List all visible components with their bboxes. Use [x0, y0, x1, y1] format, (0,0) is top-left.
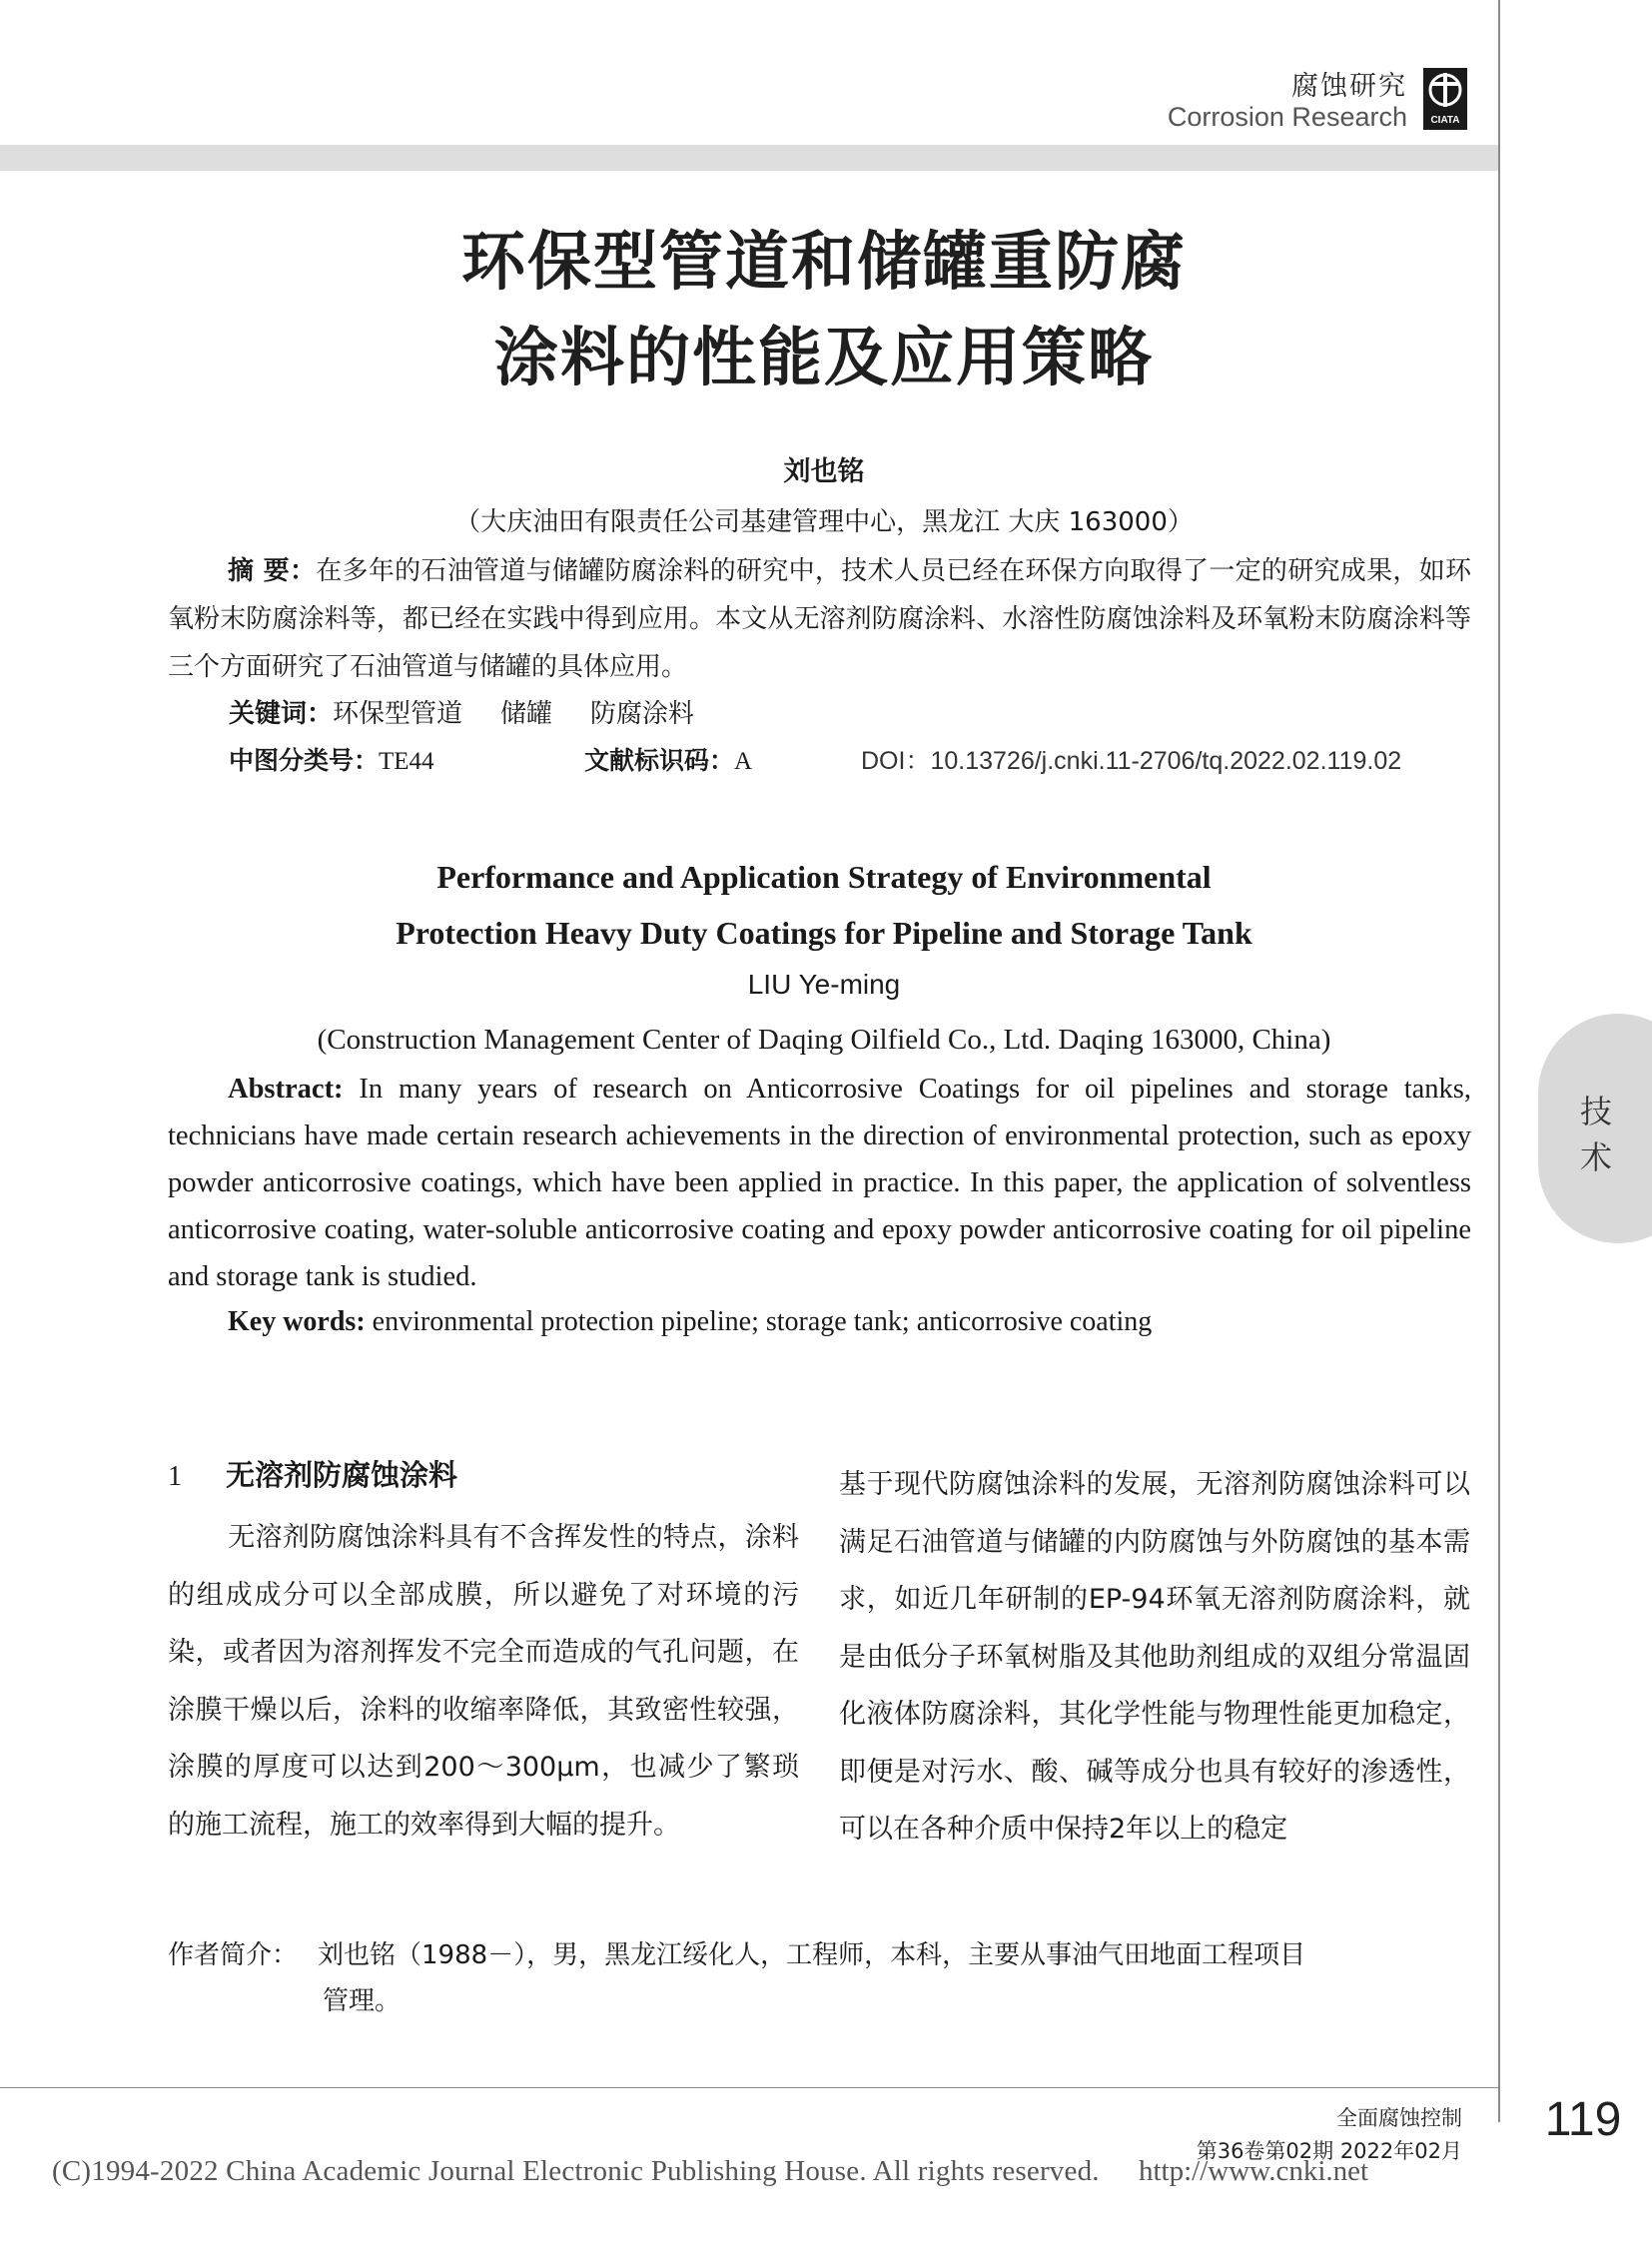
abstract-en-text: In many years of research on Anticorrosive Coatings for oil pipelines and storage tanks, technicians have made certain research achievements in the direction of environmental protection, such as epoxy powder anticorrosive coatings, which have been applied in practice. In this paper, the application of solventless anticorrosive coating, water-soluble anticorrosive coating and epoxy powder anticorrosive coating for oil pipeline and storage tank is studied.	[168, 1074, 1471, 1292]
journal-name: 全面腐蚀控制	[1336, 2106, 1462, 2130]
title-en-line-1: Performance and Application Strategy of Environmental	[436, 859, 1212, 895]
doi: DOI：10.13726/j.cnki.11-2706/tq.2022.02.119.02	[861, 747, 1402, 775]
author-bio-label: 作者简介：	[168, 1940, 299, 1970]
article-title-en	[0, 849, 1648, 961]
keywords-en-label: Key words:	[228, 1306, 366, 1337]
page-number: 119	[1544, 2093, 1622, 2146]
section-label-zh: 腐蚀研究	[1291, 71, 1407, 102]
abstract-zh-text: 在多年的石油管道与储罐防腐涂料的研究中，技术人员已经在环保方向取得了一定的研究成果，如环氧粉末防腐涂料等，都已经在实践中得到应用。本文从无溶剂防腐涂料、水溶性防腐蚀涂料及环氧粉末防腐涂料等三个方面研究了石油管道与储罐的具体应用。	[168, 556, 1471, 682]
section-heading	[168, 1453, 799, 1503]
affiliation-zh: （大庆油田有限责任公司基建管理中心，黑龙江 大庆 163000）	[454, 507, 1194, 537]
abstract-en	[168, 1066, 1471, 1300]
author-bio-text: 刘也铭（1988－），男，黑龙江绥化人，工程师，本科，主要从事油气田地面工程项目	[318, 1940, 1306, 1970]
copyright-notice: (C)1994-2022 China Academic Journal Electronic Publishing House. All rights reserved.	[52, 2155, 1100, 2187]
keyword-item: 防腐涂料	[590, 699, 695, 729]
paragraph-text: 无溶剂防腐蚀涂料具有不含挥发性的特点，涂料的组成成分可以全部成膜，所以避免了对环境的污染，或者因为溶剂挥发不完全而造成的气孔问题，在涂膜干燥以后，涂料的收缩率降低，其致密性较强，涂膜的厚度可以达到200～300μm，也减少了繁琐的施工流程，施工的效率得到大幅的提升。	[168, 1522, 799, 1841]
abstract-en-label: Abstract:	[228, 1074, 344, 1105]
affiliation-en: (Construction Management Center of Daqing Oilfield Co., Ltd. Daqing 163000, China)	[317, 1024, 1331, 1056]
body-paragraph	[168, 1509, 799, 1854]
ciata-logo-icon	[1423, 68, 1467, 130]
clc-number	[229, 741, 434, 777]
category-tab-label	[1576, 1089, 1616, 1180]
keywords-zh	[229, 693, 732, 730]
ciata-logo-text: CIATA	[1430, 115, 1460, 126]
article-title-zh	[0, 215, 1648, 406]
keywords-zh-label: 关键词：	[229, 699, 334, 729]
keyword-item: 环保型管道	[333, 699, 463, 729]
header-bar	[0, 145, 1498, 171]
section-number: 1	[168, 1461, 182, 1492]
body-column-right: 基于现代防腐蚀涂料的发展，无溶剂防腐蚀涂料可以满足石油管道与储罐的内防腐蚀与外防腐蚀的基本需求，如近几年研制的EP-94环氧无溶剂防腐涂料，就是由低分子环氧树脂及其他助剂组成的双组分常温固化液体防腐涂料，其化学性能与物理性能更加稳定，即便是对污水、酸、碱等成分也具有较好的渗透性，可以在各种介质中保持2年以上的稳定	[839, 1469, 1470, 1845]
title-line-1: 环保型管道和储罐重防腐	[461, 226, 1187, 300]
issue-info: 第36卷第02期 2022年02月	[1196, 2139, 1462, 2163]
footer-rule	[0, 2087, 1498, 2088]
abstract-zh	[168, 547, 1471, 691]
clc-label: 中图分类号：	[229, 746, 380, 775]
author-en: LIU Ye-ming	[747, 969, 901, 1000]
doc-code-value: A	[734, 748, 753, 775]
tab-char: 术	[1579, 1138, 1612, 1176]
clc-value: TE44	[379, 748, 434, 775]
author-bio	[168, 1932, 1471, 2024]
keywords-en-text: environmental protection pipeline; storage tank; anticorrosive coating	[365, 1306, 1153, 1337]
body-column-left	[168, 1453, 799, 1854]
section-label-en: Corrosion Research	[1167, 102, 1407, 132]
document-code	[584, 741, 752, 777]
publisher-url[interactable]: http://www.cnki.net	[1139, 2155, 1369, 2187]
keyword-item: 储罐	[500, 699, 553, 729]
abstract-zh-label: 摘 要：	[228, 556, 317, 586]
author-zh: 刘也铭	[783, 456, 865, 487]
tab-char: 技	[1579, 1093, 1612, 1130]
section-title: 无溶剂防腐蚀涂料	[226, 1458, 458, 1492]
author-bio-continued: 管理。	[323, 1986, 402, 2016]
title-line-2: 涂料的性能及应用策略	[494, 322, 1154, 395]
title-en-line-2: Protection Heavy Duty Coatings for Pipeline and Storage Tank	[396, 915, 1252, 951]
doc-code-label: 文献标识码：	[584, 746, 735, 775]
keywords-en	[228, 1306, 1152, 1338]
